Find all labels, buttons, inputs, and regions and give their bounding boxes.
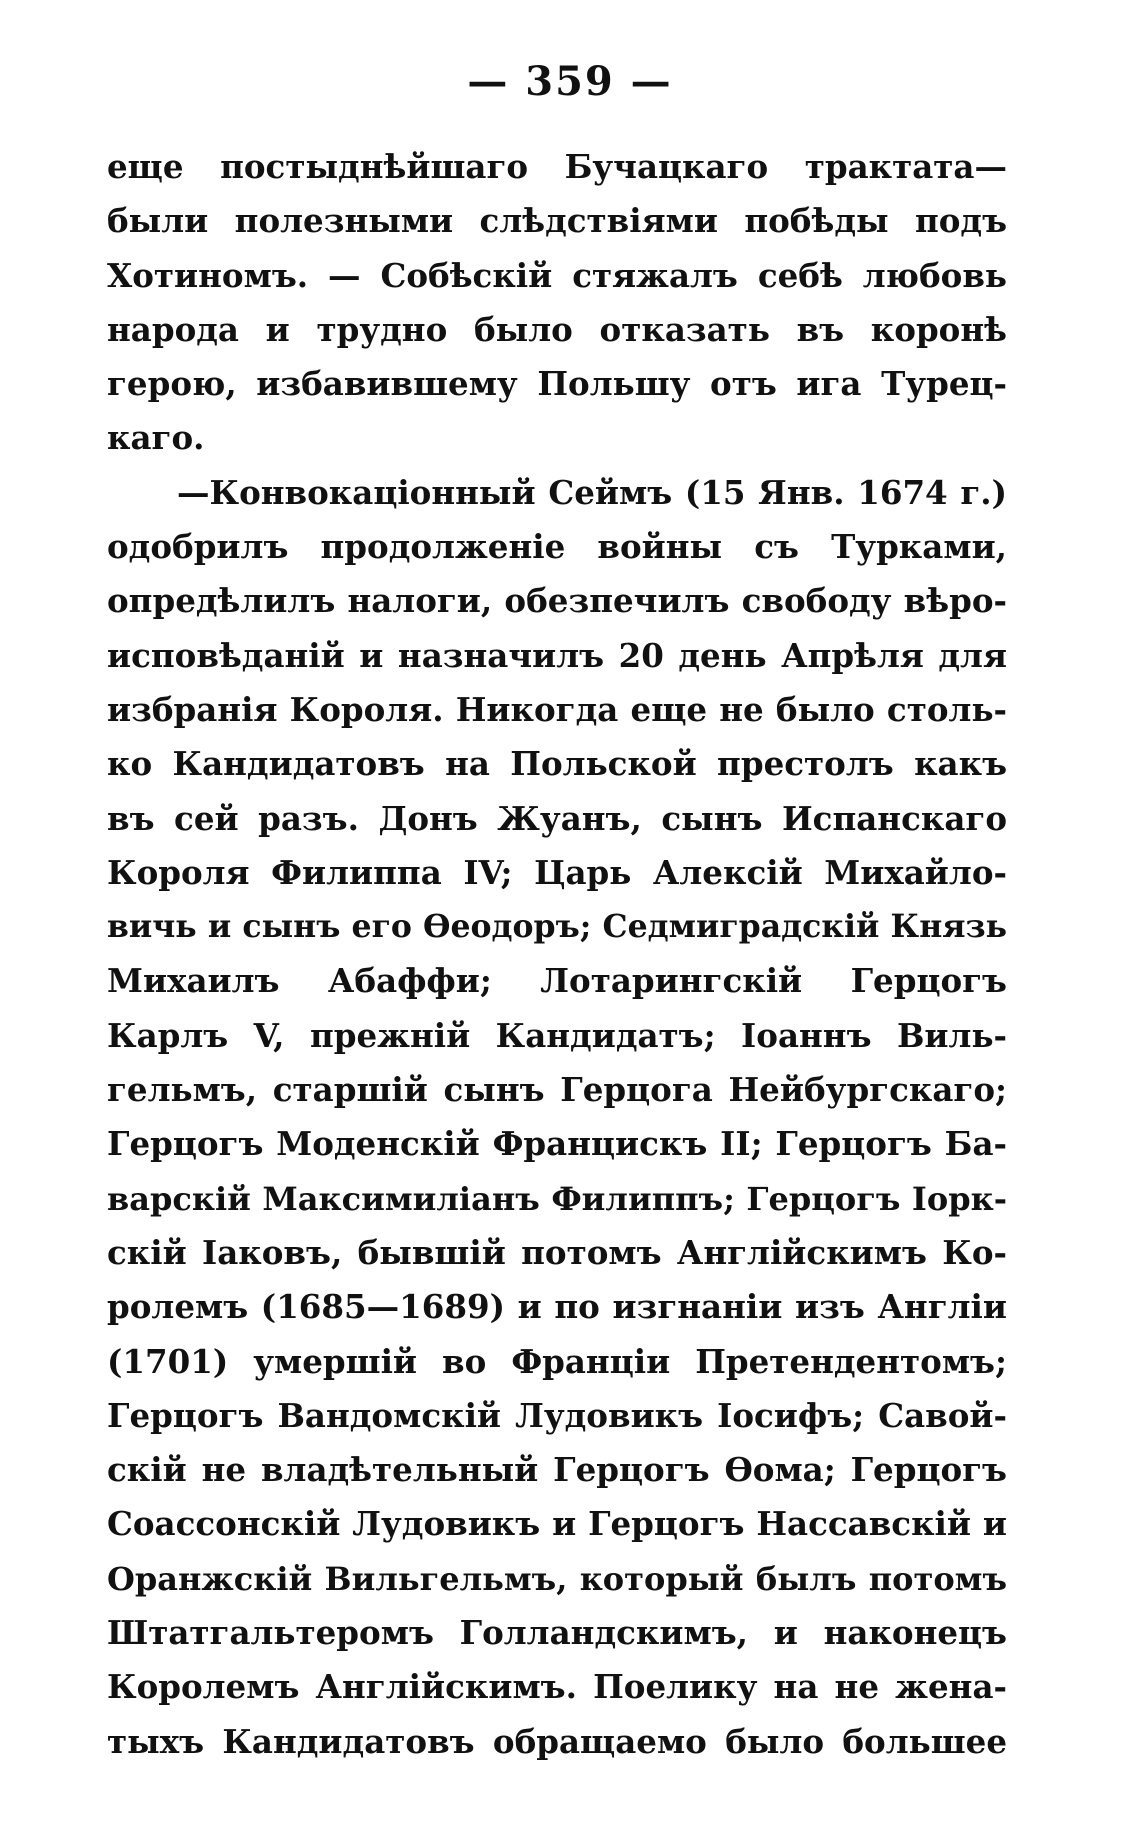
text-line: Герцогъ Моденскій Францискъ II; Герцогъ Ба-: [107, 1124, 1007, 1164]
text-line: Королемъ Англійскимъ. Поелику на не жена-: [107, 1667, 1007, 1707]
text-line: опредѣлилъ налоги, обезпечилъ свободу вѣро-: [107, 581, 1007, 621]
text-line: еще постыднѣйшаго Бучацкаго трактата—: [107, 147, 1007, 186]
text-line: тыхъ Кандидатовъ обращаемо было большее: [107, 1721, 1007, 1761]
text-line: исповѣданій и назначилъ 20 день Апрѣля для: [107, 635, 1007, 675]
text-line: гельмъ, старшій сынъ Герцога Нейбургскаго;: [107, 1070, 1007, 1110]
text-line: народа и трудно было отказать въ коронѣ: [107, 309, 1007, 349]
text-line: Хотиномъ. — Собѣскій стяжалъ себѣ любовь: [107, 255, 1007, 295]
text-line: Герцогъ Вандомскій Лудовикъ Іосифъ; Савой-: [107, 1395, 1007, 1435]
text-line: каго.: [107, 418, 205, 458]
text-line: Оранжскій Вильгельмъ, который былъ потомъ: [107, 1559, 1007, 1598]
page-number-header: — 359 —: [467, 58, 673, 105]
text-line: ролемъ (1685—1689) и по изгнаніи изъ Англіи: [107, 1287, 1007, 1327]
text-line: были полезными слѣдствіями побѣды подъ: [107, 201, 1007, 241]
text-line: ко Кандидатовъ на Польской престолъ какъ: [107, 744, 1007, 784]
text-line: Соассонскій Лудовикъ и Герцогъ Нассавскій и: [107, 1504, 1007, 1544]
text-line: Короля Филиппа IV; Царь Алексій Михайло-: [107, 852, 1007, 892]
text-line: скій не владѣтельный Герцогъ Өома; Герцогъ: [107, 1450, 1007, 1490]
text-line: въ сей разъ. Донъ Жуанъ, сынъ Испанскаго: [107, 798, 1007, 838]
text-line: варскій Максимиліанъ Филиппъ; Герцогъ Іорк-: [107, 1179, 1007, 1218]
text-line: Карлъ V, прежній Кандидатъ; Іоаннъ Виль-: [107, 1015, 1007, 1055]
text-line: одобрилъ продолженіе войны съ Турками,: [107, 527, 1007, 567]
text-line: избранія Короля. Никогда еще не было столь-: [107, 689, 1007, 729]
text-line: герою, избавившему Польшу отъ ига Турец-: [107, 364, 1007, 404]
text-line: —Конвокаціонный Сеймъ (15 Янв. 1674 г.): [177, 472, 1007, 512]
text-line: Штатгальтеромъ Голландскимъ, и наконецъ: [107, 1613, 1007, 1653]
text-line: Михаилъ Абаффи; Лотарингскій Герцогъ: [107, 961, 1007, 1001]
text-line: вичь и сынъ его Өеодоръ; Седмиградскій Князь: [107, 908, 1007, 946]
text-line: скій Іаковъ, бывшій потомъ Англійскимъ Ко-: [107, 1232, 1007, 1272]
body-text: [107, 140, 1007, 1769]
text-line: (1701) умершій во Франціи Претендентомъ;: [107, 1341, 1007, 1381]
